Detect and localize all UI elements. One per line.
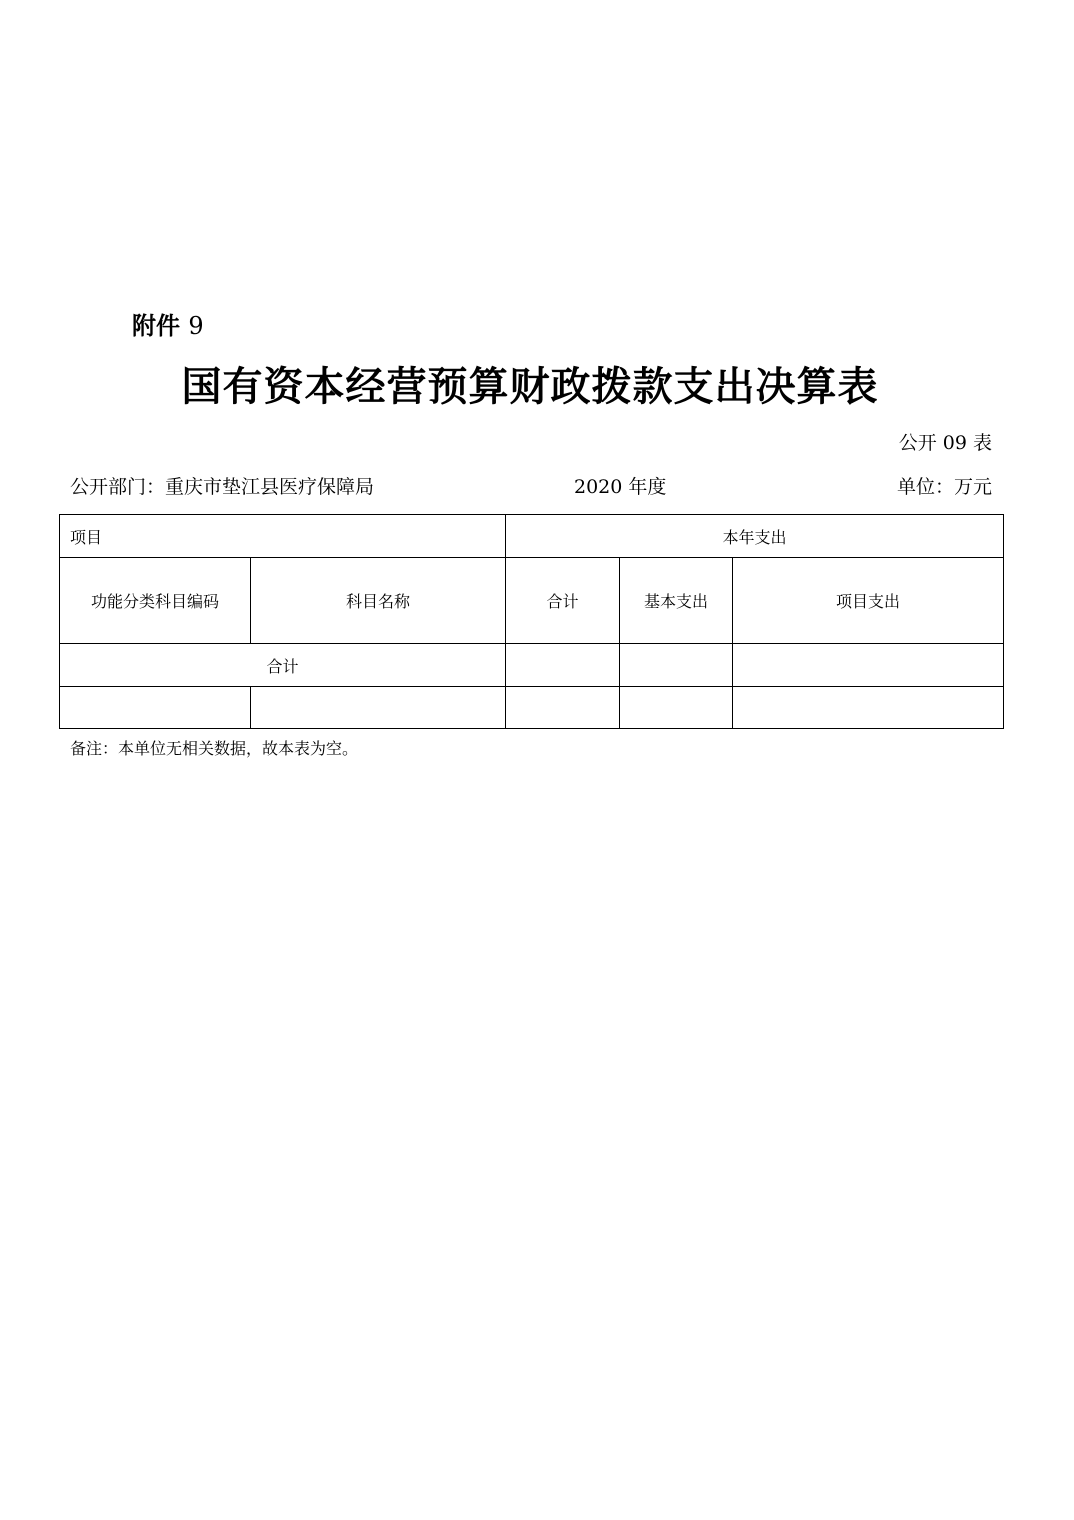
row-project-expense <box>733 687 1004 729</box>
total-row-basic-expense <box>620 644 733 687</box>
table-row <box>60 687 1004 729</box>
header-project-expense: 项目支出 <box>733 558 1004 644</box>
header-basic-expense: 基本支出 <box>620 558 733 644</box>
table-group-header-row <box>60 515 1004 558</box>
department-label: 公开部门：重庆市垫江县医疗保障局 <box>70 476 375 498</box>
table-column-header-row <box>60 558 1004 644</box>
header-current-year-expense: 本年支出 <box>506 515 1004 558</box>
attachment-number: 9 <box>188 312 204 340</box>
footnote: 备注：本单位无相关数据，故本表为空。 <box>70 739 359 758</box>
header-item: 项目 <box>60 515 506 558</box>
table-number: 公开 09 表 <box>898 432 992 454</box>
row-subject-name <box>251 687 506 729</box>
page-title: 国有资本经营预算财政拨款支出决算表 <box>181 363 879 410</box>
row-total <box>506 687 620 729</box>
attachment-text: 附件 <box>132 312 180 340</box>
unit-label: 单位：万元 <box>896 476 992 498</box>
budget-table <box>59 514 1004 729</box>
total-row-total <box>506 644 620 687</box>
table-total-row <box>60 644 1004 687</box>
header-subject-name: 科目名称 <box>251 558 506 644</box>
row-function-code <box>60 687 251 729</box>
year-label: 2020 年度 <box>574 476 667 498</box>
total-row-project-expense <box>733 644 1004 687</box>
total-row-label: 合计 <box>60 644 506 687</box>
attachment-label <box>132 306 204 341</box>
header-total: 合计 <box>506 558 620 644</box>
row-basic-expense <box>620 687 733 729</box>
header-function-code: 功能分类科目编码 <box>60 558 251 644</box>
